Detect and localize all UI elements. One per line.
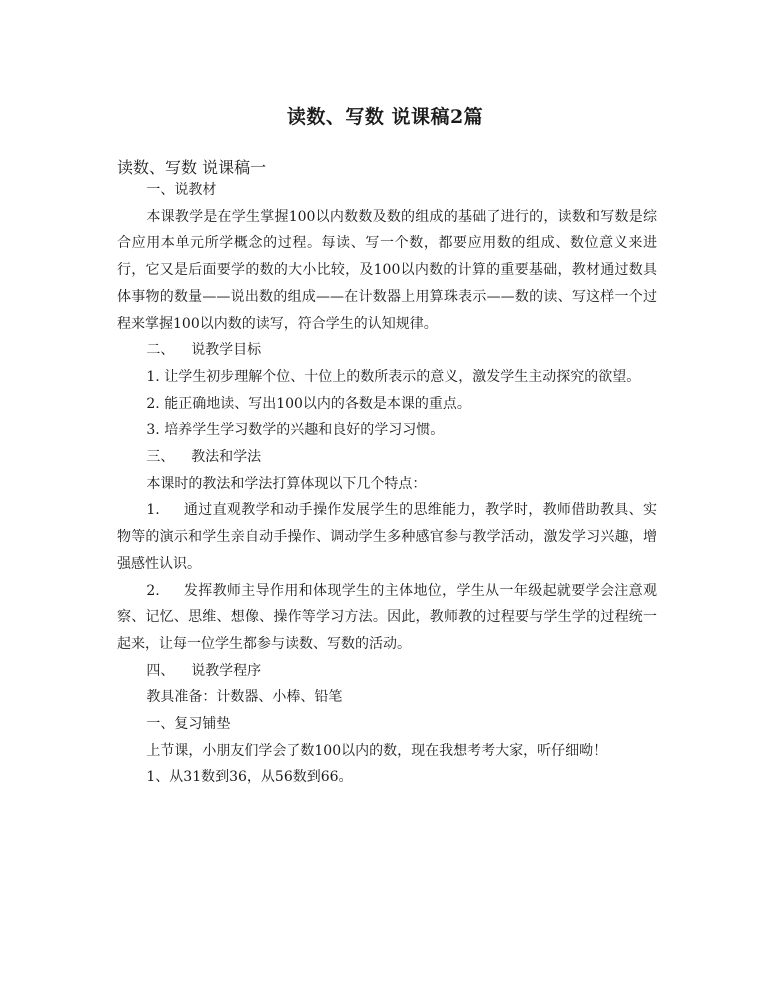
goal-item: 3. 培养学生学习数学的兴趣和良好的学习习惯。 (146, 422, 445, 439)
document-title: 读数、写数 说课稿2篇 (286, 106, 484, 128)
heading-teaching-material: 一、说教材 (146, 182, 217, 198)
heading-text: 说教学目标 (191, 342, 262, 359)
paragraph-review-intro: 上节课，小朋友们学会了数100以内的数，现在我想考考大家，听仔细呦！ (146, 742, 608, 759)
item-number: 1. (146, 502, 160, 519)
item-text: 发挥教师主导作用和体现学生的主体地位，学生从一年级起就要学会注意观察、记忆、思维、想像、操作等学习方法。因此，教师教的过程要与学生学的过程统一起来，让每一位学生都参与读数、写数的活动。 (117, 582, 657, 652)
heading-methods (117, 444, 657, 471)
heading-number: 四、 (146, 662, 175, 679)
paragraph-material-description: 本课教学是在学生掌握100以内数数及数的组成的基础了进行的，读数和写数是综合应用本单元所学概念的过程。每读、写一个数，都要应用数的组成、数位意义来进行，它又是后面要学的数的大小比较，及100以内数的计算的重要基础，教材通过数具体事物的数量——说出数的组成——在计数器上用算珠表示——数的读、写这样一个过程来掌握100以内数的读写，符合学生的认知规律。 (117, 208, 657, 332)
item-number: 2. (146, 582, 160, 599)
goal-item: 2. 能正确地读、写出100以内的各数是本课的重点。 (146, 395, 471, 412)
document-body (117, 177, 657, 791)
heading-text: 教法和学法 (191, 449, 262, 466)
heading-teaching-procedure (117, 658, 657, 685)
goal-item: 1. 让学生初步理解个位、十位上的数所表示的意义，激发学生主动探究的欲望。 (146, 368, 641, 385)
heading-text: 说教学程序 (191, 662, 262, 679)
method-item (117, 497, 657, 577)
paragraph-teaching-aids: 教具准备：计数器、小棒、铅笔 (146, 689, 343, 706)
heading-number: 三、 (146, 449, 175, 466)
heading-review: 一、复习铺垫 (146, 716, 231, 733)
method-item (117, 578, 657, 658)
item-text: 通过直观教学和动手操作发展学生的思维能力，教学时，教师借助教具、实物等的演示和学生亲自动手操作、调动学生多种感官参与教学活动，激发学习兴趣，增强感性认识。 (117, 502, 657, 572)
paragraph-methods-intro: 本课时的教法和学法打算体现以下几个特点： (146, 475, 427, 492)
section-title: 读数、写数 说课稿一 (117, 158, 267, 177)
heading-teaching-goals (117, 337, 657, 364)
review-item: 1、从31数到36，从56数到66。 (146, 769, 353, 786)
heading-number: 二、 (146, 342, 175, 359)
